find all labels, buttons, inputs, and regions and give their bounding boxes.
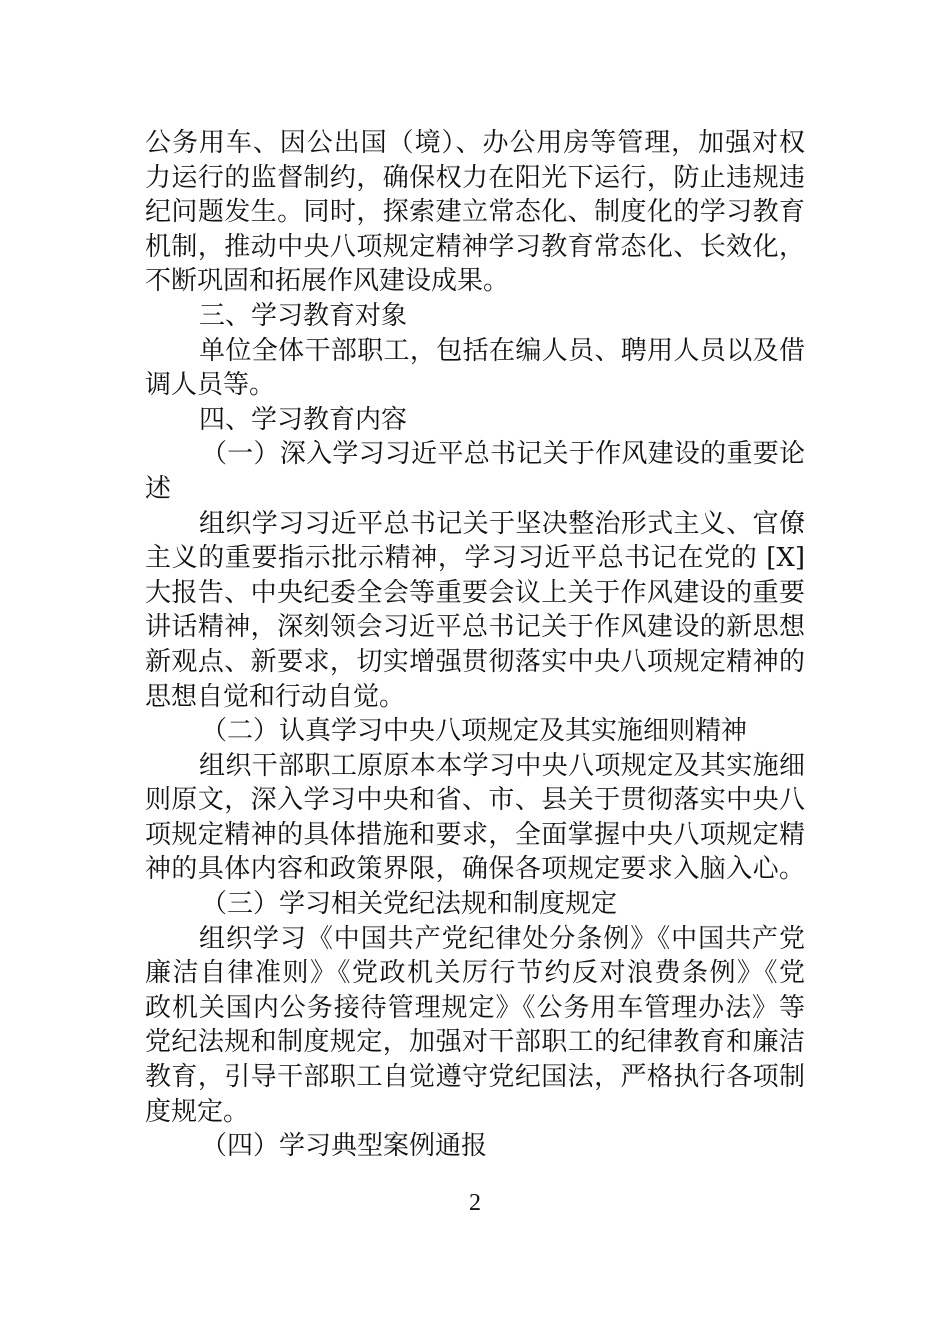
paragraph-line: 组织干部职工原原本本学习中央八项规定及其实施细 (199, 750, 805, 781)
paragraph-line: 度规定。 (145, 1096, 250, 1127)
paragraph-line: 述 (145, 473, 172, 504)
paragraph-line: 主义的重要指示批示精神，学习习近平总书记在党的 [X] (145, 543, 805, 574)
paragraph-line: 神的具体内容和政策界限，确保各项规定要求入脑入心。 (145, 854, 805, 885)
paragraph-line: 讲话精神，深刻领会习近平总书记关于作风建设的新思想 (145, 612, 805, 643)
paragraph-line: 组织学习《中国共产党纪律处分条例》《中国共产党 (199, 923, 805, 954)
section-heading: 三、学习教育对象 (199, 300, 408, 331)
paragraph-line: 大报告、中央纪委全会等重要会议上关于作风建设的重要 (145, 577, 805, 608)
paragraph-line: 不断巩固和拓展作风建设成果。 (145, 266, 510, 297)
paragraph-line: 力运行的监督制约，确保权力在阳光下运行，防止违规违 (145, 162, 805, 193)
paragraph-line: 思想自觉和行动自觉。 (145, 681, 406, 712)
document-body (145, 126, 805, 1164)
subsection-heading: （三）学习相关党纪法规和制度规定 (201, 889, 618, 920)
paragraph-line: 调人员等。 (145, 370, 276, 401)
paragraph-line: 教育，引导干部职工自觉遵守党纪国法，严格执行各项制 (145, 1062, 805, 1093)
paragraph-line: 政机关国内公务接待管理规定》《公务用车管理办法》等 (145, 992, 805, 1023)
paragraph-line: 机制，推动中央八项规定精神学习教育常态化、长效化， (145, 231, 805, 262)
paragraph-line: 纪问题发生。同时，探索建立常态化、制度化的学习教育 (145, 197, 805, 228)
paragraph-line: 组织学习习近平总书记关于坚决整治形式主义、官僚 (199, 508, 805, 539)
paragraph-line: 新观点、新要求，切实增强贯彻落实中央八项规定精神的 (145, 646, 805, 677)
paragraph-line: 党纪法规和制度规定，加强对干部职工的纪律教育和廉洁 (145, 1027, 805, 1058)
section-heading: 四、学习教育内容 (199, 404, 408, 435)
paragraph-line: 则原文，深入学习中央和省、市、县关于贯彻落实中央八 (145, 785, 805, 816)
paragraph-line: 廉洁自律准则》《党政机关厉行节约反对浪费条例》《党 (145, 958, 805, 989)
page-number: 2 (469, 1190, 481, 1216)
subsection-heading: （一）深入学习习近平总书记关于作风建设的重要论 (201, 439, 805, 470)
subsection-heading: （二）认真学习中央八项规定及其实施细则精神 (201, 716, 748, 747)
paragraph-line: 项规定精神的具体措施和要求，全面掌握中央八项规定精 (145, 819, 805, 850)
paragraph-line: 单位全体干部职工，包括在编人员、聘用人员以及借 (199, 335, 805, 366)
paragraph-line: 公务用车、因公出国（境）、办公用房等管理，加强对权 (145, 128, 805, 158)
subsection-heading: （四）学习典型案例通报 (201, 1131, 488, 1162)
